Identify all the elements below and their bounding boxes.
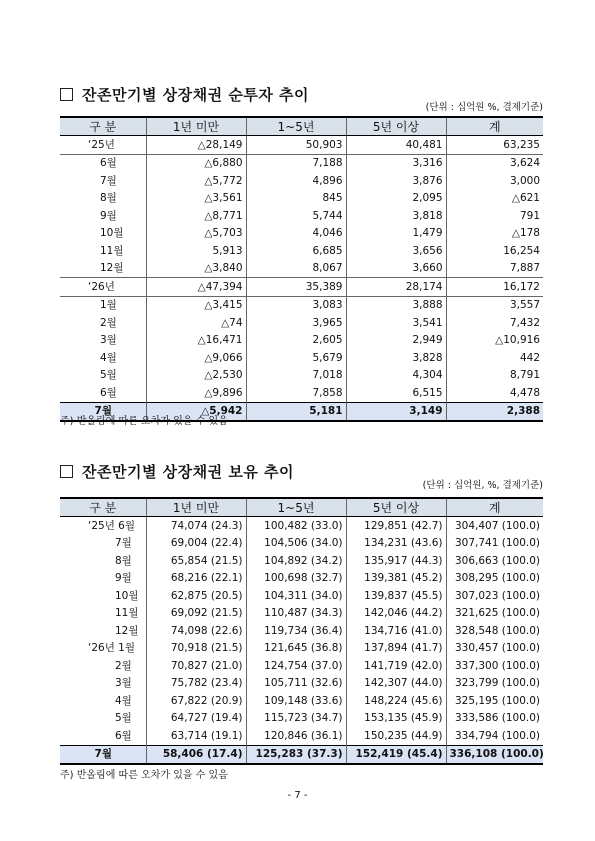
row-value: 64,727 (19.4) (146, 710, 246, 728)
row-value: △9,896 (146, 384, 246, 402)
row-value: 63,235 (446, 136, 543, 155)
total-value: 2,388 (446, 402, 543, 421)
header-total: 계 (446, 498, 543, 517)
row-label: 12월 (60, 260, 146, 278)
total-label: 7월 (60, 745, 146, 764)
row-value: 104,892 (34.2) (246, 552, 346, 570)
row-value: 791 (446, 207, 543, 225)
row-value: 3,083 (246, 296, 346, 314)
row-value: △621 (446, 190, 543, 208)
row-value: 4,046 (246, 225, 346, 243)
row-value: 3,818 (346, 207, 446, 225)
row-value: 35,389 (246, 278, 346, 297)
header-under-1y: 1년 미만 (146, 117, 246, 136)
row-value: △178 (446, 225, 543, 243)
header-over-5y: 5년 이상 (346, 117, 446, 136)
row-value: 70,918 (21.5) (146, 640, 246, 658)
table-header-row (60, 498, 543, 517)
section2-title-text: 잔존만기별 상장채권 보유 추이 (82, 463, 295, 481)
total-value: 58,406 (17.4) (146, 745, 246, 764)
row-value: 7,188 (246, 154, 346, 172)
table-row (60, 640, 543, 658)
table-row (60, 710, 543, 728)
table-row (60, 349, 543, 367)
row-label: 3월 (60, 675, 146, 693)
row-value: 115,723 (34.7) (246, 710, 346, 728)
row-value: 119,734 (36.4) (246, 622, 346, 640)
table-row (60, 622, 543, 640)
total-value: 125,283 (37.3) (246, 745, 346, 764)
row-value: 308,295 (100.0) (446, 570, 543, 588)
total-value: 3,149 (346, 402, 446, 421)
table-row (60, 154, 543, 172)
net-investment-table (60, 116, 543, 422)
table-row (60, 727, 543, 745)
row-value: 134,231 (43.6) (346, 535, 446, 553)
row-label: 11월 (60, 605, 146, 623)
row-label: 6월 (60, 727, 146, 745)
row-label: 3월 (60, 332, 146, 350)
row-label: 2월 (60, 657, 146, 675)
holdings-table (60, 497, 543, 765)
row-value: 69,004 (22.4) (146, 535, 246, 553)
row-label: ‘26년 1월 (60, 640, 146, 658)
row-value: 28,174 (346, 278, 446, 297)
row-value: 104,506 (34.0) (246, 535, 346, 553)
table-row (60, 207, 543, 225)
table-row (60, 296, 543, 314)
section1-unit: (단위 : 십억원 %, 결제기준) (425, 102, 543, 113)
row-value: △8,771 (146, 207, 246, 225)
row-value: 333,586 (100.0) (446, 710, 543, 728)
row-label: ‘25년 6월 (60, 517, 146, 535)
row-value: 105,711 (32.6) (246, 675, 346, 693)
row-label: 2월 (60, 314, 146, 332)
table-row (60, 675, 543, 693)
page-number: - 7 - (287, 790, 308, 801)
row-value: 3,888 (346, 296, 446, 314)
row-value: 63,714 (19.1) (146, 727, 246, 745)
row-value: 135,917 (44.3) (346, 552, 446, 570)
row-value: △16,471 (146, 332, 246, 350)
row-value: 150,235 (44.9) (346, 727, 446, 745)
table-row (60, 587, 543, 605)
row-value: 2,605 (246, 332, 346, 350)
row-value: 7,858 (246, 384, 346, 402)
row-value: 5,679 (246, 349, 346, 367)
row-value: 304,407 (100.0) (446, 517, 543, 535)
row-value: 104,311 (34.0) (246, 587, 346, 605)
row-value: 3,656 (346, 242, 446, 260)
row-value: 3,828 (346, 349, 446, 367)
row-value: △74 (146, 314, 246, 332)
table-row (60, 552, 543, 570)
table-row (60, 136, 543, 155)
row-value: 7,018 (246, 367, 346, 385)
row-value: 334,794 (100.0) (446, 727, 543, 745)
table-row (60, 172, 543, 190)
row-value: 323,799 (100.0) (446, 675, 543, 693)
header-total: 계 (446, 117, 543, 136)
row-value: 7,887 (446, 260, 543, 278)
row-value: 16,172 (446, 278, 543, 297)
row-label: 4월 (60, 692, 146, 710)
row-value: 139,837 (45.5) (346, 587, 446, 605)
row-value: △5,772 (146, 172, 246, 190)
header-under-1y: 1년 미만 (146, 498, 246, 517)
row-value: 8,791 (446, 367, 543, 385)
row-value: 141,719 (42.0) (346, 657, 446, 675)
row-value: 3,541 (346, 314, 446, 332)
row-label: 4월 (60, 349, 146, 367)
row-value: 153,135 (45.9) (346, 710, 446, 728)
row-value: 321,625 (100.0) (446, 605, 543, 623)
row-value: 7,432 (446, 314, 543, 332)
row-label: 8월 (60, 190, 146, 208)
row-label: 7월 (60, 172, 146, 190)
header-over-5y: 5년 이상 (346, 498, 446, 517)
table-row (60, 260, 543, 278)
checkbox-square-icon (60, 88, 73, 101)
table-header-row (60, 117, 543, 136)
row-label: 1월 (60, 296, 146, 314)
row-value: △3,840 (146, 260, 246, 278)
row-value: 6,685 (246, 242, 346, 260)
total-row (60, 745, 543, 764)
row-value: 5,744 (246, 207, 346, 225)
row-value: 3,624 (446, 154, 543, 172)
row-label: 5월 (60, 367, 146, 385)
row-value: 74,098 (22.6) (146, 622, 246, 640)
row-value: 442 (446, 349, 543, 367)
row-value: 307,741 (100.0) (446, 535, 543, 553)
row-label: 10월 (60, 587, 146, 605)
row-value: 75,782 (23.4) (146, 675, 246, 693)
row-value: △47,394 (146, 278, 246, 297)
row-value: 50,903 (246, 136, 346, 155)
row-label: 9월 (60, 207, 146, 225)
table-row (60, 314, 543, 332)
row-value: 3,316 (346, 154, 446, 172)
row-label: 8월 (60, 552, 146, 570)
header-category: 구 분 (60, 117, 146, 136)
row-value: 4,896 (246, 172, 346, 190)
row-value: 121,645 (36.8) (246, 640, 346, 658)
row-value: 68,216 (22.1) (146, 570, 246, 588)
row-label: 11월 (60, 242, 146, 260)
row-value: △2,530 (146, 367, 246, 385)
row-value: 70,827 (21.0) (146, 657, 246, 675)
row-value: △6,880 (146, 154, 246, 172)
row-value: 306,663 (100.0) (446, 552, 543, 570)
total-value: 152,419 (45.4) (346, 745, 446, 764)
row-value: 100,698 (32.7) (246, 570, 346, 588)
total-label: 7월 (60, 402, 146, 421)
table-row (60, 535, 543, 553)
table-row (60, 692, 543, 710)
table-row (60, 605, 543, 623)
row-value: 4,478 (446, 384, 543, 402)
row-value: 110,487 (34.3) (246, 605, 346, 623)
row-label: ‘26년 (60, 278, 146, 297)
section1-title-text: 잔존만기별 상장채권 순투자 추이 (82, 86, 310, 104)
row-value: △3,561 (146, 190, 246, 208)
row-value: 330,457 (100.0) (446, 640, 543, 658)
row-label: 12월 (60, 622, 146, 640)
row-value: 8,067 (246, 260, 346, 278)
row-value: 134,716 (41.0) (346, 622, 446, 640)
table-row (60, 657, 543, 675)
row-label: 6월 (60, 154, 146, 172)
row-value: 139,381 (45.2) (346, 570, 446, 588)
total-value: 5,181 (246, 402, 346, 421)
row-value: 1,479 (346, 225, 446, 243)
row-value: △9,066 (146, 349, 246, 367)
row-value: 2,095 (346, 190, 446, 208)
checkbox-square-icon (60, 465, 73, 478)
table-row (60, 225, 543, 243)
table-row (60, 384, 543, 402)
row-value: 67,822 (20.9) (146, 692, 246, 710)
row-value: 845 (246, 190, 346, 208)
row-value: 5,913 (146, 242, 246, 260)
row-value: 148,224 (45.6) (346, 692, 446, 710)
row-value: 142,307 (44.0) (346, 675, 446, 693)
header-1-5y: 1~5년 (246, 117, 346, 136)
row-value: 40,481 (346, 136, 446, 155)
row-value: 3,557 (446, 296, 543, 314)
total-value: 336,108 (100.0) (446, 745, 543, 764)
row-value: 3,660 (346, 260, 446, 278)
section2-unit: (단위 : 십억원, %, 결제기준) (422, 480, 543, 491)
header-category: 구 분 (60, 498, 146, 517)
row-value: 4,304 (346, 367, 446, 385)
table-row (60, 517, 543, 535)
row-label: 9월 (60, 570, 146, 588)
row-label: 5월 (60, 710, 146, 728)
row-value: 109,148 (33.6) (246, 692, 346, 710)
row-value: △3,415 (146, 296, 246, 314)
row-value: 3,965 (246, 314, 346, 332)
row-value: 16,254 (446, 242, 543, 260)
table-row (60, 190, 543, 208)
section2-note: 주) 반올림에 따른 오차가 있을 수 있음 (60, 770, 228, 781)
row-value: 69,092 (21.5) (146, 605, 246, 623)
table-row (60, 367, 543, 385)
row-value: 3,000 (446, 172, 543, 190)
row-value: △5,703 (146, 225, 246, 243)
header-1-5y: 1~5년 (246, 498, 346, 517)
row-label: ‘25년 (60, 136, 146, 155)
row-value: 6,515 (346, 384, 446, 402)
row-value: 307,023 (100.0) (446, 587, 543, 605)
table-row (60, 278, 543, 297)
section1-title (60, 84, 309, 105)
row-value: △28,149 (146, 136, 246, 155)
section2-title (60, 461, 294, 482)
section1-note: 주) 반올림에 따른 오차가 있을 수 있음 (60, 416, 228, 427)
row-value: 325,195 (100.0) (446, 692, 543, 710)
row-value: 337,300 (100.0) (446, 657, 543, 675)
row-value: △10,916 (446, 332, 543, 350)
row-value: 328,548 (100.0) (446, 622, 543, 640)
row-value: 3,876 (346, 172, 446, 190)
table-row (60, 242, 543, 260)
row-value: 129,851 (42.7) (346, 517, 446, 535)
row-value: 120,846 (36.1) (246, 727, 346, 745)
row-value: 100,482 (33.0) (246, 517, 346, 535)
total-value: △5,942 (146, 402, 246, 421)
row-value: 124,754 (37.0) (246, 657, 346, 675)
row-label: 10월 (60, 225, 146, 243)
row-label: 6월 (60, 384, 146, 402)
row-value: 65,854 (21.5) (146, 552, 246, 570)
row-value: 142,046 (44.2) (346, 605, 446, 623)
row-value: 74,074 (24.3) (146, 517, 246, 535)
row-label: 7월 (60, 535, 146, 553)
table-row (60, 570, 543, 588)
table-row (60, 332, 543, 350)
row-value: 137,894 (41.7) (346, 640, 446, 658)
row-value: 62,875 (20.5) (146, 587, 246, 605)
row-value: 2,949 (346, 332, 446, 350)
